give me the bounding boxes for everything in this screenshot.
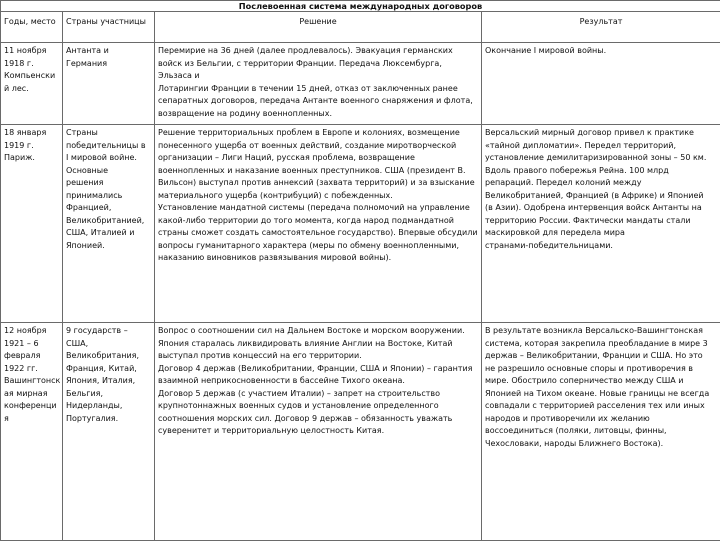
- header-decision: Решение: [155, 12, 482, 43]
- cell-text: 9 государств – США, Великобритания, Франция, Китай, Япония, Италия, Бельгия, Нидерланды, Португалия.: [66, 325, 151, 425]
- table-row: [1, 323, 720, 541]
- cell-text: В результате возникла Версальско-Вашингтонская система, которая закрепила преобладание в мире 3 держав – Великобритании, Франции и США. Но это не разрешило основные споры и противоречия в мире. Обострило соперничество между США и Японией на Тихом океане. Новые границы не всегда совпадали с территорией расселения тех или иных народов и противоречили их желанию воссоединиться (поляки, литовцы, финны, Чехословаки, народы Ближнего Востока).: [485, 325, 717, 450]
- cell-text: 18 января 1919 г. Париж.: [4, 127, 59, 165]
- header-row: [1, 12, 720, 43]
- cell-text: Вопрос о соотношении сил на Дальнем Востоке и морском вооружении. Япония старалась ликвидировать влияние Англии на Востоке, Китай выступал против концессий на его территории. Договор 4 держав (Великобритании, Франции, США и Японии) – гарантия взаимной неприкосновенности в бассейне Тихого океана. Договор 5 держав (с участием Италии) – запрет на строительство крупнотоннажных военных судов и установление определенного соотношения морских сил. Договор 9 держав – обязанность уважать суверенитет и территориальную целостность Китая.: [158, 325, 478, 438]
- header-years-place: Годы, место: [1, 12, 63, 43]
- cell-years-place: [1, 43, 63, 125]
- cell-result: [482, 43, 720, 125]
- cell-text: Окончание I мировой войны.: [485, 45, 717, 58]
- cell-decision: [155, 323, 482, 541]
- cell-text: Антанта и Германия: [66, 45, 151, 70]
- table-row: [1, 125, 720, 323]
- cell-countries: [63, 323, 155, 541]
- cell-countries: [63, 43, 155, 125]
- cell-text: Версальский мирный договор привел к практике «тайной дипломатии». Передел территорий, установление демилитаризированной зоны – 50 км. Вдоль правого побережья Рейна. 100 млрд репараций. Передел колоний между Великобританией, Францией (в Африке) и Японией (в Азии). Одобрена интервенция войск Антанты на территорию России. Фактически мандаты стали маскировкой для передела мира странами-победительницами.: [485, 127, 717, 252]
- cell-text: 11 ноября 1918 г. Компьенски й лес.: [4, 45, 59, 95]
- table-title: Послевоенная система международных договоров: [1, 1, 720, 12]
- cell-years-place: [1, 125, 63, 323]
- cell-result: [482, 323, 720, 541]
- cell-years-place: [1, 323, 63, 541]
- cell-countries: [63, 125, 155, 323]
- cell-text: Перемирие на 36 дней (далее продлевалось). Эвакуация германских войск из Бельгии, с территории Франции. Передача Люксембурга, Эльзаса и Лотарингии Франции в течении 15 дней, отказ от заключенных ранее сепаратных договоров, передача Антанте военного снаряжения и флота, возвращение на родину военнопленных.: [158, 45, 478, 120]
- cell-decision: [155, 125, 482, 323]
- header-result: Результат: [482, 12, 720, 43]
- cell-text: Решение территориальных проблем в Европе и колониях, возмещение понесенного ущерба от военных действий, создание миротворческой организации – Лиги Наций, русская проблема, возвращение военнопленных и наказание военных преступников. США (президент В. Вильсон) выступал против аннексий (захвата территорий) и за взыскание материального ущерба (контрибуций) с побежденных. Установление мандатной системы (передача полномочий на управление какой-либо территории до того момента, когда народ подмандатной страны сможет создать самостоятельное государство). Впервые обсудили вопросы гуманитарного характера (меры по обмену военнопленными, наказанию виновников развязывания мировой войны).: [158, 127, 478, 265]
- header-countries: Страны участницы: [63, 12, 155, 43]
- title-row: [1, 1, 720, 12]
- cell-decision: [155, 43, 482, 125]
- cell-text: 12 ноября 1921 – 6 февраля 1922 гг. Вашингтонск ая мирная конференци я: [4, 325, 59, 425]
- cell-result: [482, 125, 720, 323]
- table-row: [1, 43, 720, 125]
- cell-text: Страны победительницы в I мировой войне. Основные решения принимались Францией, Великобританией, США, Италией и Японией.: [66, 127, 151, 252]
